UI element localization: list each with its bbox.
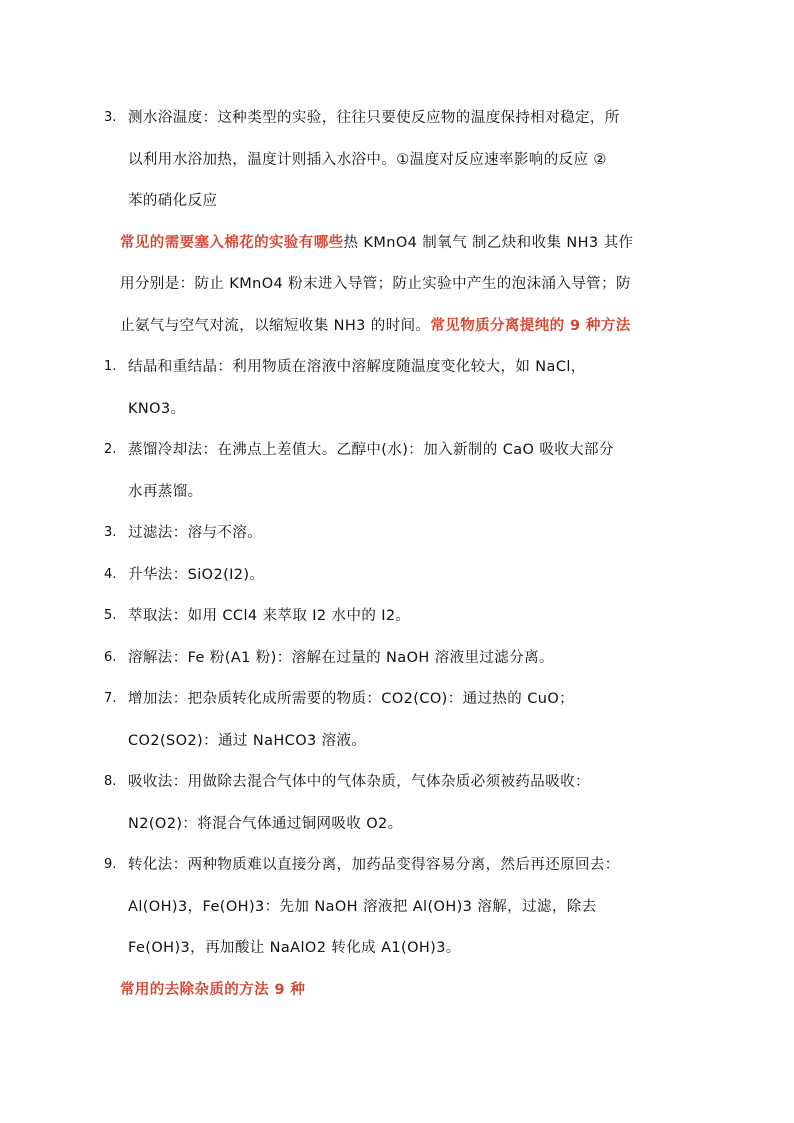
- list-item-line: 溶解法：Fe 粉(A1 粉)：溶解在过量的 NaOH 溶液里过滤分离。: [128, 650, 554, 666]
- list-item-line: 转化法：两种物质难以直接分离，加药品变得容易分离，然后再还原回去：: [128, 857, 620, 873]
- list-item-line: 结晶和重结晶：利用物质在溶液中溶解度随温度变化较大，如 NaCl，: [128, 359, 586, 375]
- list-item-line: KNO3。: [128, 401, 186, 417]
- paragraph-line: [120, 316, 631, 336]
- list-item-line: 增加法：把杂质转化成所需要的物质：CO2(CO)：通过热的 CuO；: [128, 691, 575, 707]
- section-heading: 常用的去除杂质的方法 9 种: [120, 982, 306, 998]
- list-item-line: N2(O2)：将混合气体通过铜网吸收 O2。: [128, 816, 403, 832]
- list-number: 5.: [104, 608, 117, 623]
- list-item-line: Fe(OH)3，再加酸让 NaAlO2 转化成 A1(OH)3。: [128, 940, 461, 956]
- list-item-line: 过滤法：溶与不溶。: [128, 525, 263, 541]
- paragraph-line: 以利用水浴加热，温度计则插入水浴中。①温度对反应速率影响的反应 ②: [128, 152, 607, 168]
- list-item-line: CO2(SO2)：通过 NaHCO3 溶液。: [128, 733, 367, 749]
- list-number: 2.: [104, 442, 117, 457]
- paragraph-line: [120, 233, 633, 253]
- list-item-line: 升华法：SiO2(I2)。: [128, 567, 265, 583]
- paragraph-text: 热 KMnO4 制氧气 制乙炔和收集 NH3 其作: [343, 235, 634, 251]
- list-number: 1.: [104, 359, 117, 374]
- list-number: 8.: [104, 774, 117, 789]
- list-item-line: Al(OH)3，Fe(OH)3：先加 NaOH 溶液把 Al(OH)3 溶解，过滤，除去: [128, 899, 597, 915]
- list-number: 7.: [104, 691, 117, 706]
- list-item-line: 萃取法：如用 CCl4 来萃取 I2 水中的 I2。: [128, 608, 411, 624]
- list-item-line: 吸收法：用做除去混合气体中的气体杂质，气体杂质必须被药品吸收：: [128, 774, 590, 790]
- paragraph-text: 止氨气与空气对流，以缩短收集 NH3 的时间。: [120, 318, 431, 334]
- section-heading: 常见的需要塞入棉花的实验有哪些: [120, 235, 344, 251]
- section-heading: 常见物质分离提纯的 9 种方法: [430, 318, 631, 334]
- list-number: 4.: [104, 567, 117, 582]
- list-number: 6.: [104, 650, 117, 665]
- list-number: 9.: [104, 857, 117, 872]
- list-item-line: 水再蒸馏。: [128, 484, 203, 500]
- list-number: 3.: [104, 525, 117, 540]
- paragraph-line: 测水浴温度：这种类型的实验，往往只要使反应物的温度保持相对稳定，所: [128, 110, 620, 126]
- paragraph-line: 苯的硝化反应: [128, 193, 218, 209]
- paragraph-line: 用分别是：防止 KMnO4 粉末进入导管；防止实验中产生的泡沫涌入导管；防: [120, 276, 631, 292]
- list-number: 3.: [104, 110, 117, 125]
- list-item-line: 蒸馏冷却法：在沸点上差值大。乙醇中(水)：加入新制的 CaO 吸收大部分: [128, 442, 614, 458]
